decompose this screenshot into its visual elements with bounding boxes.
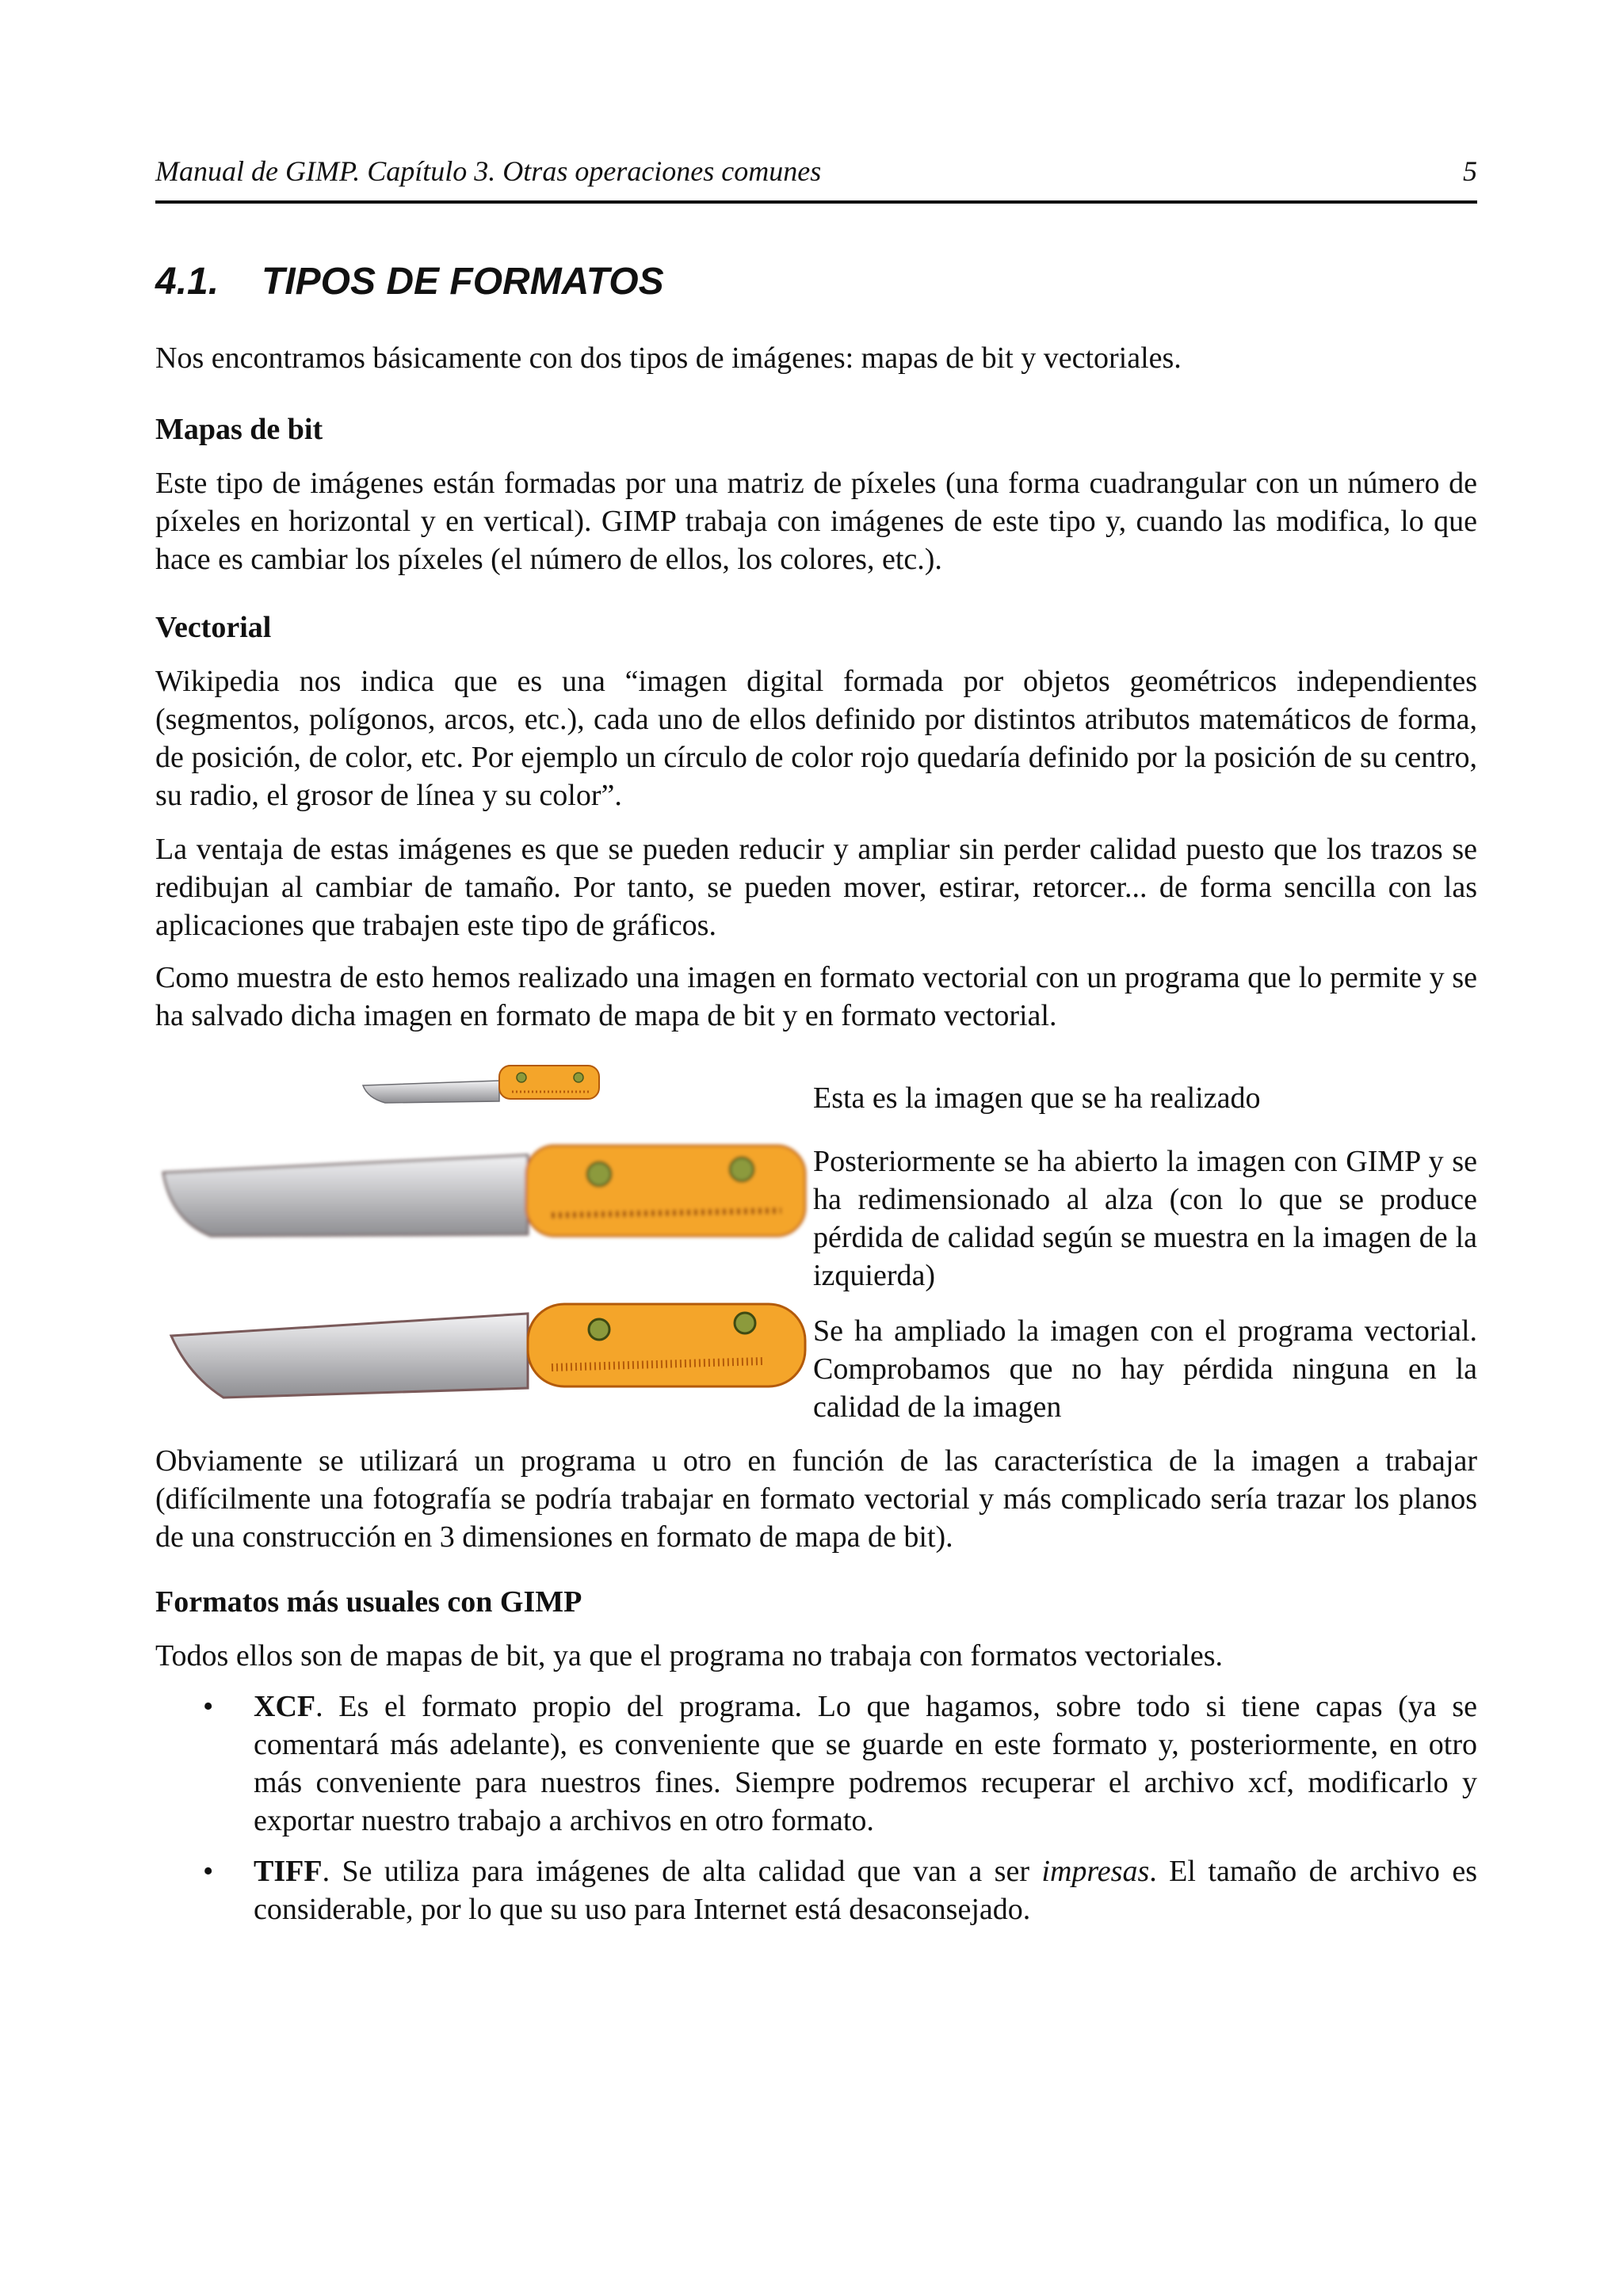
caption-vector: Se ha ampliado la imagen con el programa vectorial. Comprobamos que no hay pérdida ninguna en la calidad de la imagen [813,1314,1477,1424]
list-item-tiff [155,1852,1477,1928]
vector-paragraph-3: Como muestra de esto hemos realizado una imagen en formato vectorial con un programa que lo permite y se ha salvado dicha imagen en formato de mapa de bit y en formato vectorial. [155,961,1477,1032]
list-item-xcf [155,1688,1477,1840]
bitmap-paragraph: Este tipo de imágenes están formadas por una matriz de píxeles (una forma cuadrangular con un número de píxeles en horizontal y en vertical). GIMP trabaja con imágenes de este tipo y, cuando las modifica, lo que hace es cambiar los píxeles (el número de ellos, los colores, etc.). [155,467,1477,576]
section-number: 4.1. [155,261,220,303]
format-desc-tiff-emphasis: impresas [1041,1855,1150,1888]
knife-small-original [363,1066,599,1103]
knife-vector-enlarged [171,1304,805,1398]
section-heading [155,260,664,303]
knife-comparison-figure [155,1052,813,1409]
format-desc-xcf: . Es el formato propio del programa. Lo que hagamos, sobre todo si tiene capas (ya se comentará más adelante), es conveniente que se guarde en este formato y, posteriormente, en otro más conveniente para nuestros fines. Siempre podremos recuperar el archivo xcf, modificarlo y exportar nuestro trabajo a archivos en otro formato. [254,1690,1477,1837]
formats-list [155,1688,1477,1941]
bullet: • [203,1690,214,1723]
vector-paragraph-2: La ventaja de estas imágenes es que se pueden reducir y ampliar sin perder calidad puesto que los trazos se redibujan al cambiar de tamaño. Por tanto, se pueden mover, estirar, retorcer... de forma sencilla con las aplicaciones que trabajen este tipo de gráficos. [155,833,1477,942]
format-desc-tiff-1: . Se utiliza para imágenes de alta calidad que van a ser [322,1855,1042,1888]
running-header [155,154,1477,204]
header-title: Manual de GIMP. Capítulo 3. Otras operaciones comunes [155,155,822,187]
vector-paragraph-1: Wikipedia nos indica que es una “imagen digital formada por objetos geométricos independientes (segmentos, polígonos, arcos, etc.), cada uno de ellos definido por distintos atributos matemáticos de forma, de posición, de color, etc. Por ejemplo un círculo de color rojo quedaría definido por la posición de su centro, su radio, el grosor de línea y su color”. [155,665,1477,812]
conclusion-paragraph: Obviamente se utilizará un programa u otro en función de las característica de la imagen a trabajar (difícilmente una fotografía se podría trabajar en formato vectorial y más complicado sería trazar los planos de una construcción en 3 dimensiones en formato de mapa de bit). [155,1444,1477,1554]
section-title: TIPOS DE FORMATOS [262,261,664,303]
format-desc-tiff-2: . El tamaño de archivo es considerable, por lo que su uso para Internet está desaconsejado. [254,1855,1477,1926]
page-number: 5 [1463,155,1477,187]
bullet: • [203,1855,214,1888]
format-name-tiff: TIFF [254,1855,323,1888]
format-name-xcf: XCF [254,1690,316,1723]
vector-heading: Vectorial [155,611,272,644]
knife-illustration [155,1052,813,1409]
bitmap-heading: Mapas de bit [155,413,323,446]
intro-paragraph: Nos encontramos básicamente con dos tipos de imágenes: mapas de bit y vectoriales. [155,341,1182,375]
formats-intro: Todos ellos son de mapas de bit, ya que el programa no trabaja con formatos vectoriales. [155,1639,1223,1672]
knife-bitmap-enlarged [163,1146,805,1236]
formats-heading: Formatos más usuales con GIMP [155,1585,582,1619]
caption-bitmap: Posteriormente se ha abierto la imagen con GIMP y se ha redimensionado al alza (con lo que se produce pérdida de calidad según se muestra en la imagen de la izquierda) [813,1145,1477,1292]
caption-original: Esta es la imagen que se ha realizado [813,1081,1261,1115]
